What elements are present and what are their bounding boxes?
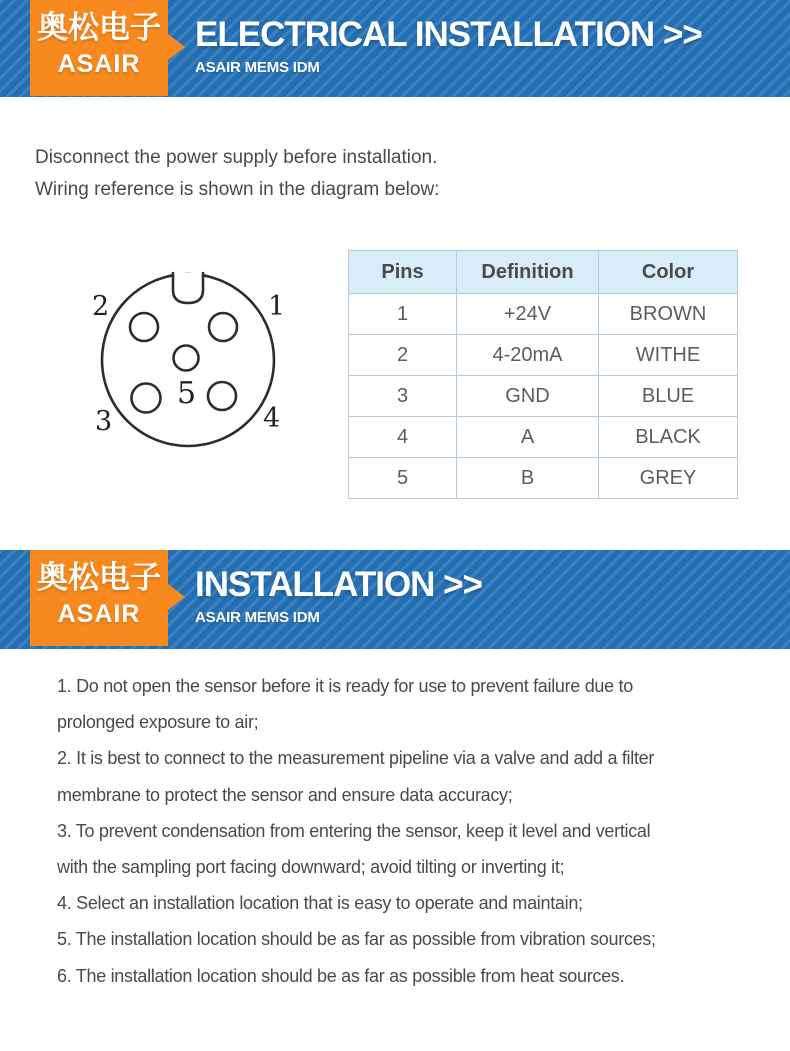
instruction-line: prolonged exposure to air; — [57, 712, 259, 733]
section-title: INSTALLATION >> — [195, 565, 483, 604]
table-row — [349, 335, 738, 376]
cell-color: BROWN — [599, 294, 738, 335]
instruction-line: 4. Select an installation location that is easy to operate and maintain; — [57, 893, 583, 914]
pin-label-5: 5 — [177, 376, 197, 411]
instruction-line: 5. The installation location should be as far as possible from vibration sources; — [57, 929, 656, 950]
instruction-line: with the sampling port facing downward; avoid tilting or inverting it; — [57, 857, 565, 878]
logo-arrow-icon — [168, 34, 185, 60]
instruction-line: membrane to protect the sensor and ensure data accuracy; — [57, 784, 513, 805]
pin-label-2: 2 — [92, 291, 110, 322]
section-header-electrical-installation — [0, 0, 790, 97]
pin-label-3: 3 — [95, 406, 113, 437]
section-subtitle: ASAIR MEMS IDM — [195, 609, 320, 626]
pin-label-4: 4 — [263, 403, 281, 434]
logo-chinese-text: 奥松电子 — [37, 560, 161, 595]
pin-hole-4 — [208, 382, 236, 410]
connector-keyway — [173, 273, 203, 303]
pin-hole-2 — [130, 313, 158, 341]
section-title: ELECTRICAL INSTALLATION >> — [195, 15, 702, 54]
pin-hole-5-center — [174, 346, 199, 371]
table-row — [349, 294, 738, 335]
asair-logo — [30, 550, 168, 646]
instruction-line: 6. The installation location should be as far as possible from heat sources. — [57, 965, 625, 986]
asair-logo — [30, 0, 168, 96]
logo-english-text: ASAIR — [57, 600, 141, 628]
logo-arrow-icon — [168, 584, 185, 610]
section-header-installation — [0, 550, 790, 649]
cell-pin: 4 — [349, 417, 457, 458]
table-row — [349, 376, 738, 417]
cell-color: BLUE — [599, 376, 738, 417]
intro-line: Wiring reference is shown in the diagram below: — [35, 179, 440, 200]
cell-definition: A — [457, 417, 599, 458]
logo-english-text: ASAIR — [57, 50, 141, 78]
column-header-pins: Pins — [349, 251, 457, 294]
column-header-definition: Definition — [457, 251, 599, 294]
header-titles — [195, 566, 482, 626]
intro-line: Disconnect the power supply before installation. — [35, 147, 438, 168]
connector-pinout-diagram — [78, 250, 298, 470]
instruction-line: 3. To prevent condensation from entering the sensor, keep it level and vertical — [57, 820, 651, 841]
cell-definition: GND — [457, 376, 599, 417]
column-header-color: Color — [599, 251, 738, 294]
cell-pin: 2 — [349, 335, 457, 376]
pin-label-1: 1 — [268, 291, 286, 322]
table-row — [349, 417, 738, 458]
cell-definition: +24V — [457, 294, 599, 335]
instruction-line: 2. It is best to connect to the measurement pipeline via a valve and add a filter — [57, 748, 655, 769]
pin-hole-3 — [132, 384, 161, 413]
cell-color: GREY — [599, 458, 738, 499]
cell-pin: 5 — [349, 458, 457, 499]
pin-hole-1 — [209, 313, 237, 341]
header-titles — [195, 16, 702, 76]
cell-color: BLACK — [599, 417, 738, 458]
table-header-row — [349, 251, 738, 294]
logo-chinese-text: 奥松电子 — [37, 10, 161, 45]
cell-definition: 4-20mA — [457, 335, 599, 376]
instruction-line: 1. Do not open the sensor before it is ready for use to prevent failure due to — [57, 676, 633, 696]
cell-pin: 3 — [349, 376, 457, 417]
cell-pin: 1 — [349, 294, 457, 335]
table-row — [349, 458, 738, 499]
pin-definition-table — [348, 250, 738, 499]
installation-instructions — [57, 668, 656, 994]
cell-definition: B — [457, 458, 599, 499]
intro-paragraph — [35, 142, 439, 206]
cell-color: WITHE — [599, 335, 738, 376]
section-subtitle: ASAIR MEMS IDM — [195, 59, 320, 76]
